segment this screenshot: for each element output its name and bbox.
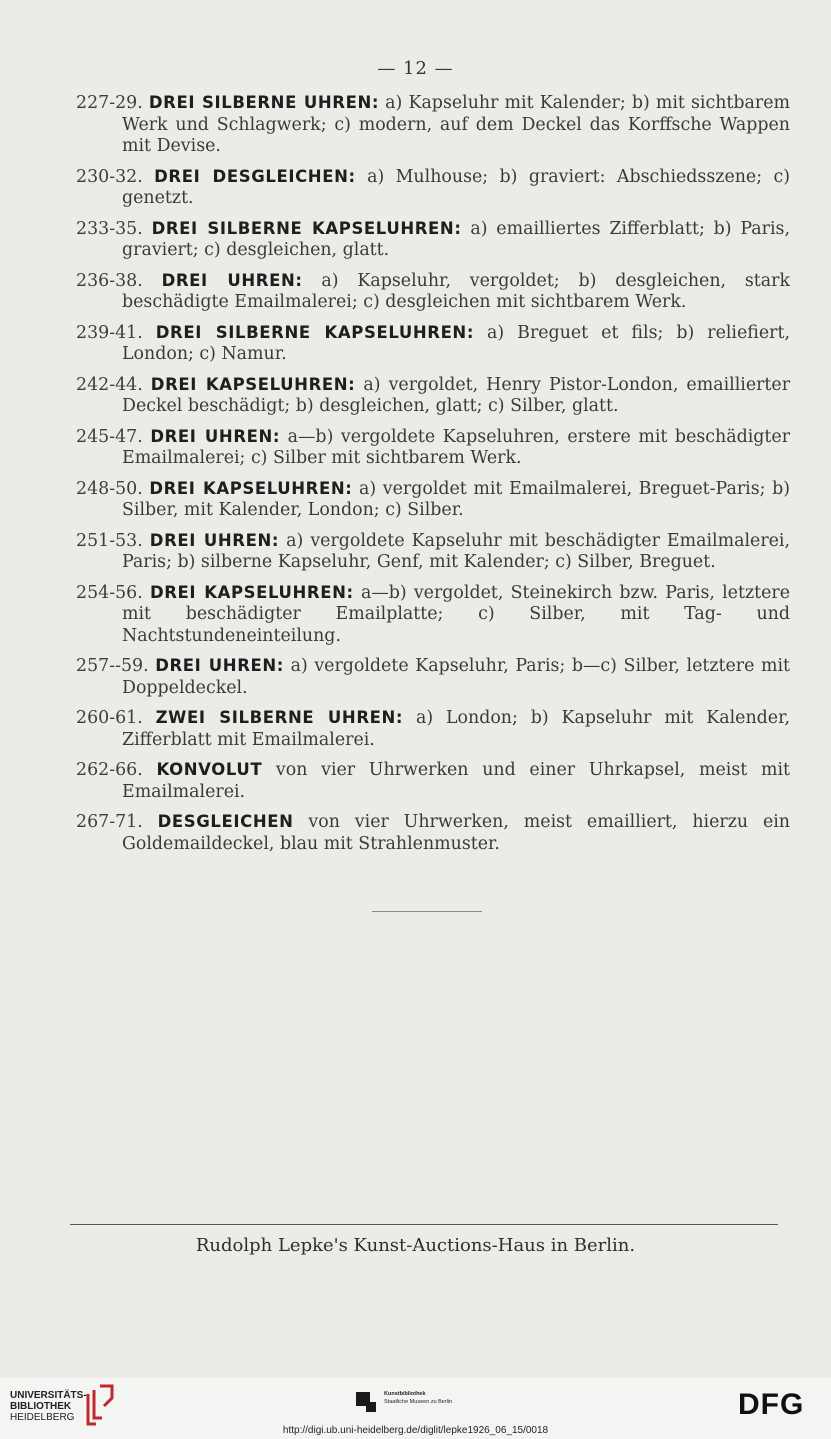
lot-number: 236-38.	[76, 270, 143, 291]
lot-description: a) vergoldet mit Emailmalerei, Breguet-Paris; b) Silber, mit Kalender, London; c) Silber.	[122, 478, 790, 520]
uni-emblem-icon	[82, 1384, 116, 1428]
lot-number: 254-56.	[76, 582, 143, 603]
lot-heading: ZWEI SILBERNE UHREN:	[155, 708, 404, 727]
lot-number: 233-35.	[76, 218, 143, 239]
section-divider	[372, 911, 482, 912]
lot-heading: DREI SILBERNE UHREN:	[148, 93, 380, 112]
lot-heading: DESGLEICHEN	[157, 812, 294, 831]
lot-entry	[76, 166, 790, 210]
lot-heading: DREI UHREN:	[149, 530, 280, 550]
lot-number: 260-61.	[76, 708, 143, 728]
lot-list	[76, 92, 790, 863]
footer-rule	[70, 1224, 778, 1225]
lot-entry	[76, 218, 790, 262]
lot-entry	[76, 92, 790, 158]
lot-entry	[76, 426, 790, 470]
lot-description: a) vergoldete Kapseluhr, Paris; b—c) Silber, letztere mit Doppeldeckel.	[122, 656, 791, 698]
dfg-logo[interactable]: DFG	[738, 1388, 805, 1421]
lot-entry	[76, 707, 790, 751]
kunstbibliothek-logo[interactable]	[384, 1390, 452, 1406]
lot-number: 239-41.	[76, 322, 143, 343]
lot-entry	[76, 530, 790, 574]
lot-description: a) Breguet et fils; b) reliefiert, London; c) Namur.	[122, 322, 790, 364]
lot-heading: DREI UHREN:	[161, 270, 303, 290]
lot-number: 251-53.	[76, 530, 143, 551]
lot-description: a) vergoldete Kapseluhr mit beschädigter Emailmalerei, Paris; b) silberne Kapseluhr, Genf, mit Kalender; c) Silber, Breguet.	[122, 530, 791, 572]
permalink-url[interactable]: http://digi.ub.uni-heidelberg.de/diglit/lepke1926_06_15/0018	[282, 1425, 549, 1436]
lot-heading: DREI KAPSELUHREN:	[149, 582, 354, 602]
lot-number: 262-66.	[76, 760, 143, 780]
lot-heading: DREI KAPSELUHREN:	[150, 374, 356, 394]
lot-heading: DREI DESGLEICHEN:	[154, 166, 356, 186]
lot-description: a) vergoldet, Henry Pistor-London, emaillierter Deckel beschädigt; b) desgleichen, glatt; c) Silber, glatt.	[122, 374, 791, 416]
publisher-footer: Rudolph Lepke's Kunst-Auctions-Haus in Berlin.	[195, 1235, 636, 1256]
lot-entry	[76, 759, 790, 803]
uni-logo-line1: UNIVERSITÄTS-	[10, 1390, 87, 1401]
kunstbibliothek-emblem-icon	[354, 1390, 378, 1414]
lot-heading: DREI UHREN:	[150, 426, 281, 446]
lot-entry	[76, 270, 790, 314]
page-number: — 12 —	[377, 58, 454, 79]
lot-entry	[76, 478, 790, 522]
lot-number: 267-71.	[76, 812, 143, 832]
lot-number: 227-29.	[76, 93, 143, 113]
lot-heading: DREI UHREN:	[155, 656, 285, 675]
lot-description: von vier Uhrwerken und einer Uhrkapsel, meist mit Emailmalerei.	[122, 760, 790, 802]
lot-entry	[76, 811, 790, 855]
lot-description: a) Kapseluhr mit Kalender; b) mit sichtbarem Werk und Schlagwerk; c) modern, auf dem Deckel das Korffsche Wappen mit Devise.	[122, 93, 791, 156]
lot-number: 242-44.	[76, 374, 143, 395]
lot-description: a) Kapseluhr, vergoldet; b) desgleichen, stark beschädigte Emailmalerei; c) desgleichen mit sichtbarem Werk.	[122, 270, 791, 312]
uni-logo-line3: HEIDELBERG	[10, 1412, 75, 1423]
kunst-logo-line2: Staatliche Museen zu Berlin	[384, 1399, 453, 1405]
lot-description: a) London; b) Kapseluhr mit Kalender, Zifferblatt mit Emailmalerei.	[122, 708, 791, 750]
lot-heading: KONVOLUT	[156, 760, 263, 779]
lot-number: 230-32.	[76, 166, 143, 187]
lot-entry	[76, 582, 790, 648]
lot-number: 248-50.	[76, 478, 143, 499]
lot-description: a—b) vergoldet, Steinekirch bzw. Paris, letztere mit beschädigter Emailplatte; c) Silber, mit Tag- und Nachtstundeneinteilung.	[122, 582, 790, 646]
uni-logo-line2: BIBLIOTHEK	[10, 1401, 72, 1412]
university-library-logo[interactable]	[10, 1390, 87, 1423]
lot-number: 245-47.	[76, 426, 143, 447]
lot-heading: DREI KAPSELUHREN:	[149, 478, 353, 498]
lot-description: a) Mulhouse; b) graviert: Abschiedsszene; c) genetzt.	[122, 166, 791, 208]
lot-entry	[76, 655, 790, 699]
lot-description: von vier Uhrwerken, meist emailliert, hierzu ein Goldemaildeckel, blau mit Strahlenmuster.	[122, 812, 790, 854]
lot-entry	[76, 322, 790, 366]
kunst-logo-line1: Kunstbibliothek	[384, 1391, 426, 1397]
lot-description: a—b) vergoldete Kapseluhren, erstere mit beschädigter Emailmalerei; c) Silber mit sichtbarem Werk.	[122, 426, 791, 468]
lot-heading: DREI SILBERNE KAPSELUHREN:	[151, 218, 462, 238]
lot-number: 257--59.	[76, 656, 149, 676]
lot-entry	[76, 374, 790, 418]
lot-description: a) emailliertes Zifferblatt; b) Paris, graviert; c) desgleichen, glatt.	[122, 218, 790, 260]
lot-heading: DREI SILBERNE KAPSELUHREN:	[155, 322, 475, 342]
